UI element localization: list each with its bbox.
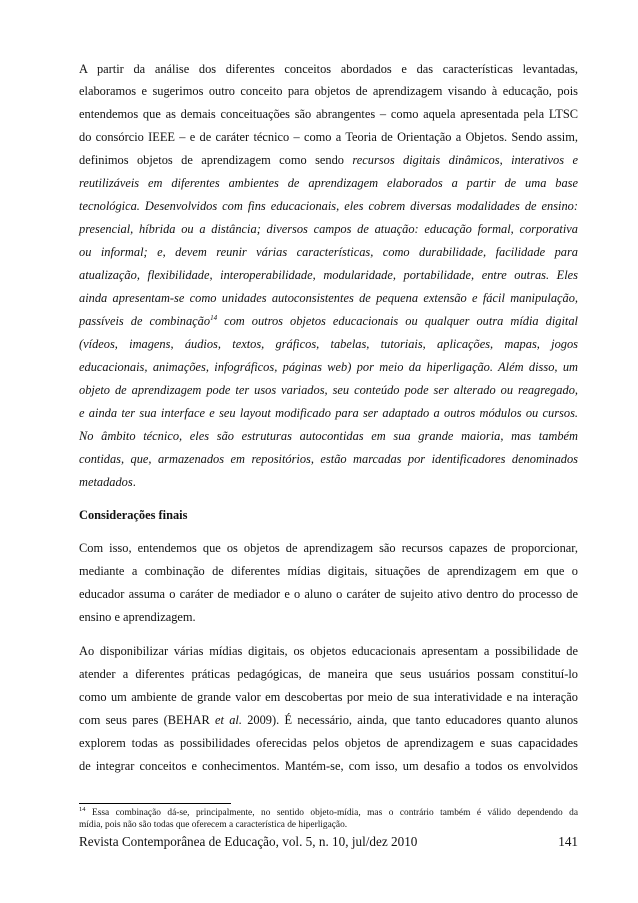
text-line: ensino e aprendizagem.: [79, 610, 196, 624]
text-line: entendemos que as demais conceituações são abrangentes – como aquela apresentada pela LTSC: [79, 107, 578, 121]
footnote-reference[interactable]: 14: [210, 314, 218, 322]
text-line: de integrar conceitos e conhecimentos. Mantém-se, com isso, um desafio a todos os envolvidos: [79, 759, 578, 773]
text-line: explorem todas as possibilidades oferecidas pelos objetos de aprendizagem e suas capacidades: [79, 736, 578, 750]
text-line: elaboramos e sugerimos outro conceito para objetos de aprendizagem visando à educação, pois: [79, 84, 578, 98]
footnote-line: mídia, pois não são todas que oferecem a característica de hiperligação.: [79, 820, 348, 830]
text-line: A partir da análise dos diferentes conceitos abordados e das características levantadas,: [79, 62, 578, 76]
footnote-divider: [79, 803, 231, 804]
text-line: presencial, híbrida ou a distância; diversos campos de atuação: educação formal, corporativa: [79, 222, 578, 236]
text-line: passíveis de combinação$^{14}$ com outros objetos educacionais ou qualquer outra mídia digital: [79, 314, 578, 328]
text-line: tecnológica. Desenvolvidos com fins educacionais, eles cobrem diversas modalidades de ensino:: [79, 199, 578, 213]
text-line: No âmbito técnico, eles são estruturas autocontidas em sua grande maioria, mas também: [79, 429, 578, 443]
text-line: Ao disponibilizar várias mídias digitais, os objetos educacionais apresentam a possibilidade de: [79, 644, 578, 658]
text-line: Com isso, entendemos que os objetos de aprendizagem são recursos capazes de proporcionar,: [79, 541, 578, 555]
text-line: mediante a combinação de diferentes mídias digitais, situações de aprendizagem em que o: [79, 564, 578, 578]
footnote-line: $^{14}$ Essa combinação dá-se, principalmente, no sentido objeto-mídia, mas o contrário também é válido dependendo da: [79, 806, 578, 818]
text-line: (vídeos, imagens, áudios, textos, gráficos, tabelas, tutoriais, aplicações, mapas, jogos: [79, 337, 578, 351]
text-line: contidas, que, armazenados em repositórios, estão marcadas por identificadores denominados: [79, 452, 578, 466]
journal-citation: Revista Contemporânea de Educação, vol. 5, n. 10, jul/dez 2010: [79, 834, 418, 849]
text-line: reutilizáveis em diferentes ambientes de aprendizagem elaborados a partir de uma base: [79, 176, 578, 190]
text-line: ainda apresentam-se como unidades autoconsistentes de pequena extensão e fácil manipulação,: [79, 291, 578, 305]
text-line: definimos objetos de aprendizagem como sendo recursos digitais dinâmicos, interativos e: [79, 153, 578, 167]
text-line: atualização, flexibilidade, interoperabilidade, modularidade, portabilidade, entre outras. Eles: [79, 268, 578, 282]
text-line: do consórcio IEEE – e de caráter técnico – como a Teoria de Orientação a Objetos. Sendo assim,: [79, 130, 578, 144]
text-line: objeto de aprendizagem pode ter usos variados, seu conteúdo pode ser alterado ou reagregado,: [79, 383, 578, 397]
footnote-number: 14: [79, 806, 86, 813]
text-line: com seus pares (BEHAR et al. 2009). É necessário, ainda, que tanto educadores quanto alunos: [79, 713, 578, 727]
text-line: educacionais, animações, infográficos, páginas web) por meio da hiperligação. Além disso, um: [79, 360, 578, 374]
section-heading: Considerações finais: [79, 508, 188, 522]
page-number: 141: [558, 834, 578, 849]
text-line: atender a diferentes práticas pedagógicas, de maneira que seus usuários possam constituí-lo: [79, 667, 578, 681]
text-line: educador assuma o caráter de mediador e o aluno o caráter de sujeito ativo dentro do processo de: [79, 587, 578, 601]
text-line: como um ambiente de grande valor em descobertas por meio de sua interatividade e na interação: [79, 690, 578, 704]
text-line: e ainda ter sua interface e seu layout modificado para ser adaptado a outros módulos ou cursos.: [79, 406, 578, 420]
text-line: ou informal; e, devem reunir várias características, como durabilidade, facilidade para: [79, 245, 578, 259]
text-line: metadados.: [79, 475, 136, 489]
